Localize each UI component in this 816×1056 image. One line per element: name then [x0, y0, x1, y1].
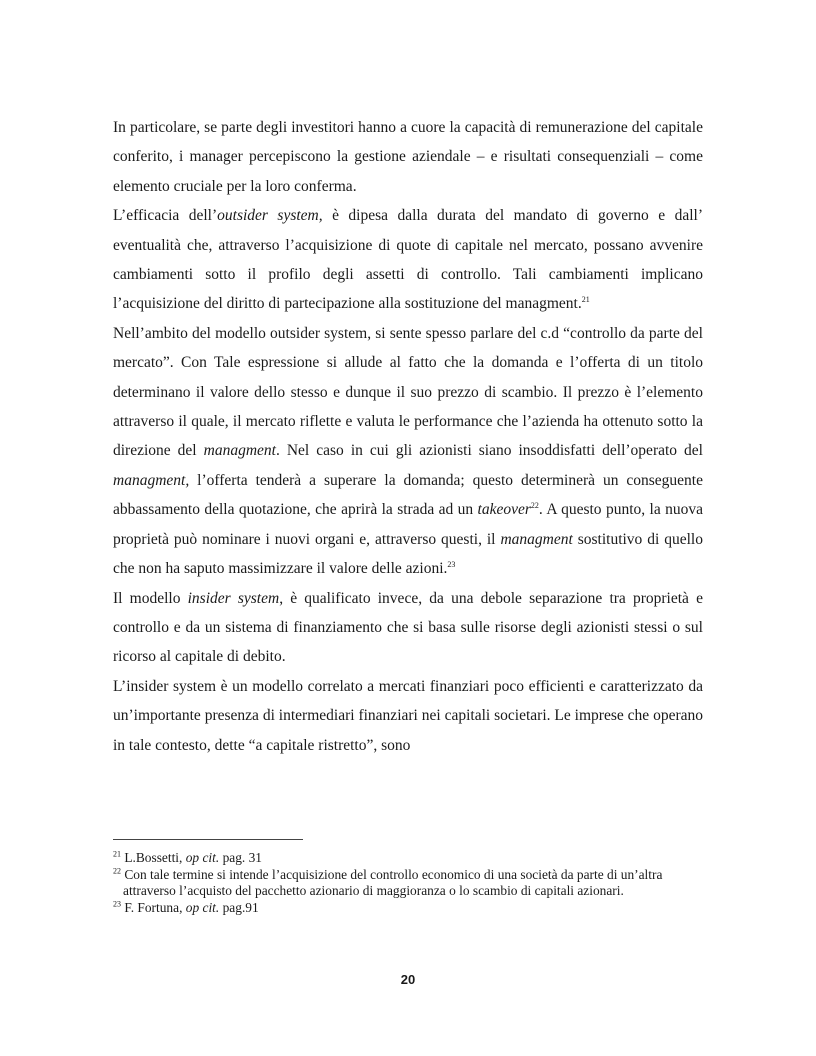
- body-text: [113, 113, 703, 760]
- footnote-ref-22: 22: [530, 501, 539, 511]
- footnote-23: $^{23}$ F. Fortuna, op cit. pag.91: [113, 899, 259, 915]
- italic-term: insider system: [187, 589, 280, 607]
- paragraph-5: L’insider system è un modello correlato a mercati finanziari poco efficienti e caratterizzato da un’importante presenza di intermediari finanziari nei capitali societari. Le imprese che operano in tale contesto, dette “a capitale ristretto”, sono: [113, 677, 703, 754]
- paragraph-2: L’efficacia dell’outsider system, è dipesa dalla durata del mandato di governo e dall’ eventualità che, attraverso l’acquisizione di quote di capitale nel mercato, possano avvenire cambiamenti sotto il profilo degli assetti di controllo. Tali cambiamenti implicano l’acquisizione del diritto di partecipazione alla sostituzione del managment.$^{21}$: [113, 207, 703, 313]
- footnote-ref-23: 23: [447, 559, 456, 569]
- italic-term: managment: [500, 530, 573, 548]
- italic-term: managment: [203, 442, 276, 460]
- italic-term: managment,: [113, 471, 190, 489]
- page-number: 20: [400, 972, 416, 987]
- footnote-21: $^{21}$ L.Bossetti, op cit. pag. 31: [113, 849, 262, 865]
- footnote-22: $^{22}$ Con tale termine si intende l’acquisizione del controllo economico di una società da parte di un’altra attraverso l’acquisto del pacchetto azionario di maggioranza o lo scambio di capitali azionari.: [113, 866, 663, 899]
- paragraph-3: Nell’ambito del modello outsider system, si sente spesso parlare del c.d “controllo da parte del mercato”. Con Tale espressione si allude al fatto che la domanda e l’offerta di un titolo determinano il valore dello stesso e dunque il suo prezzo di scambio. Il prezzo è l’elemento attraverso il quale, il mercato riflette e valuta le performance che l’azienda ha ottenuto sotto la direzione del managment. Nel caso in cui gli azionisti siano insoddisfatti dell’operato del managment, l’offerta tenderà a superare la domanda; questo determinerà un conseguente abbassamento della quotazione, che aprirà la strada ad un takeover$^{22}$. A questo punto, la nuova proprietà può nominare i nuovi organi e, attraverso questi, il managment sostitutivo di quello che non ha saputo massimizzare il valore delle azioni.$^{23}$: [113, 324, 703, 578]
- footnote-ref-21: 21: [581, 295, 590, 305]
- footnote-separator: [113, 839, 303, 840]
- footnotes: [113, 850, 705, 916]
- paragraph-4: Il modello insider system, è qualificato invece, da una debole separazione tra proprietà e controllo e da un sistema di finanziamento che si basa sulle risorse degli azionisti stessi o sul ricorso al capitale di debito.: [113, 589, 703, 666]
- paragraph-1: In particolare, se parte degli investitori hanno a cuore la capacità di remunerazione del capitale conferito, i manager percepiscono la gestione aziendale – e risultati consequenziali – come elemento cruciale per la loro conferma.: [113, 119, 703, 195]
- italic-term: outsider system,: [217, 207, 323, 225]
- italic-term: takeover: [477, 501, 531, 519]
